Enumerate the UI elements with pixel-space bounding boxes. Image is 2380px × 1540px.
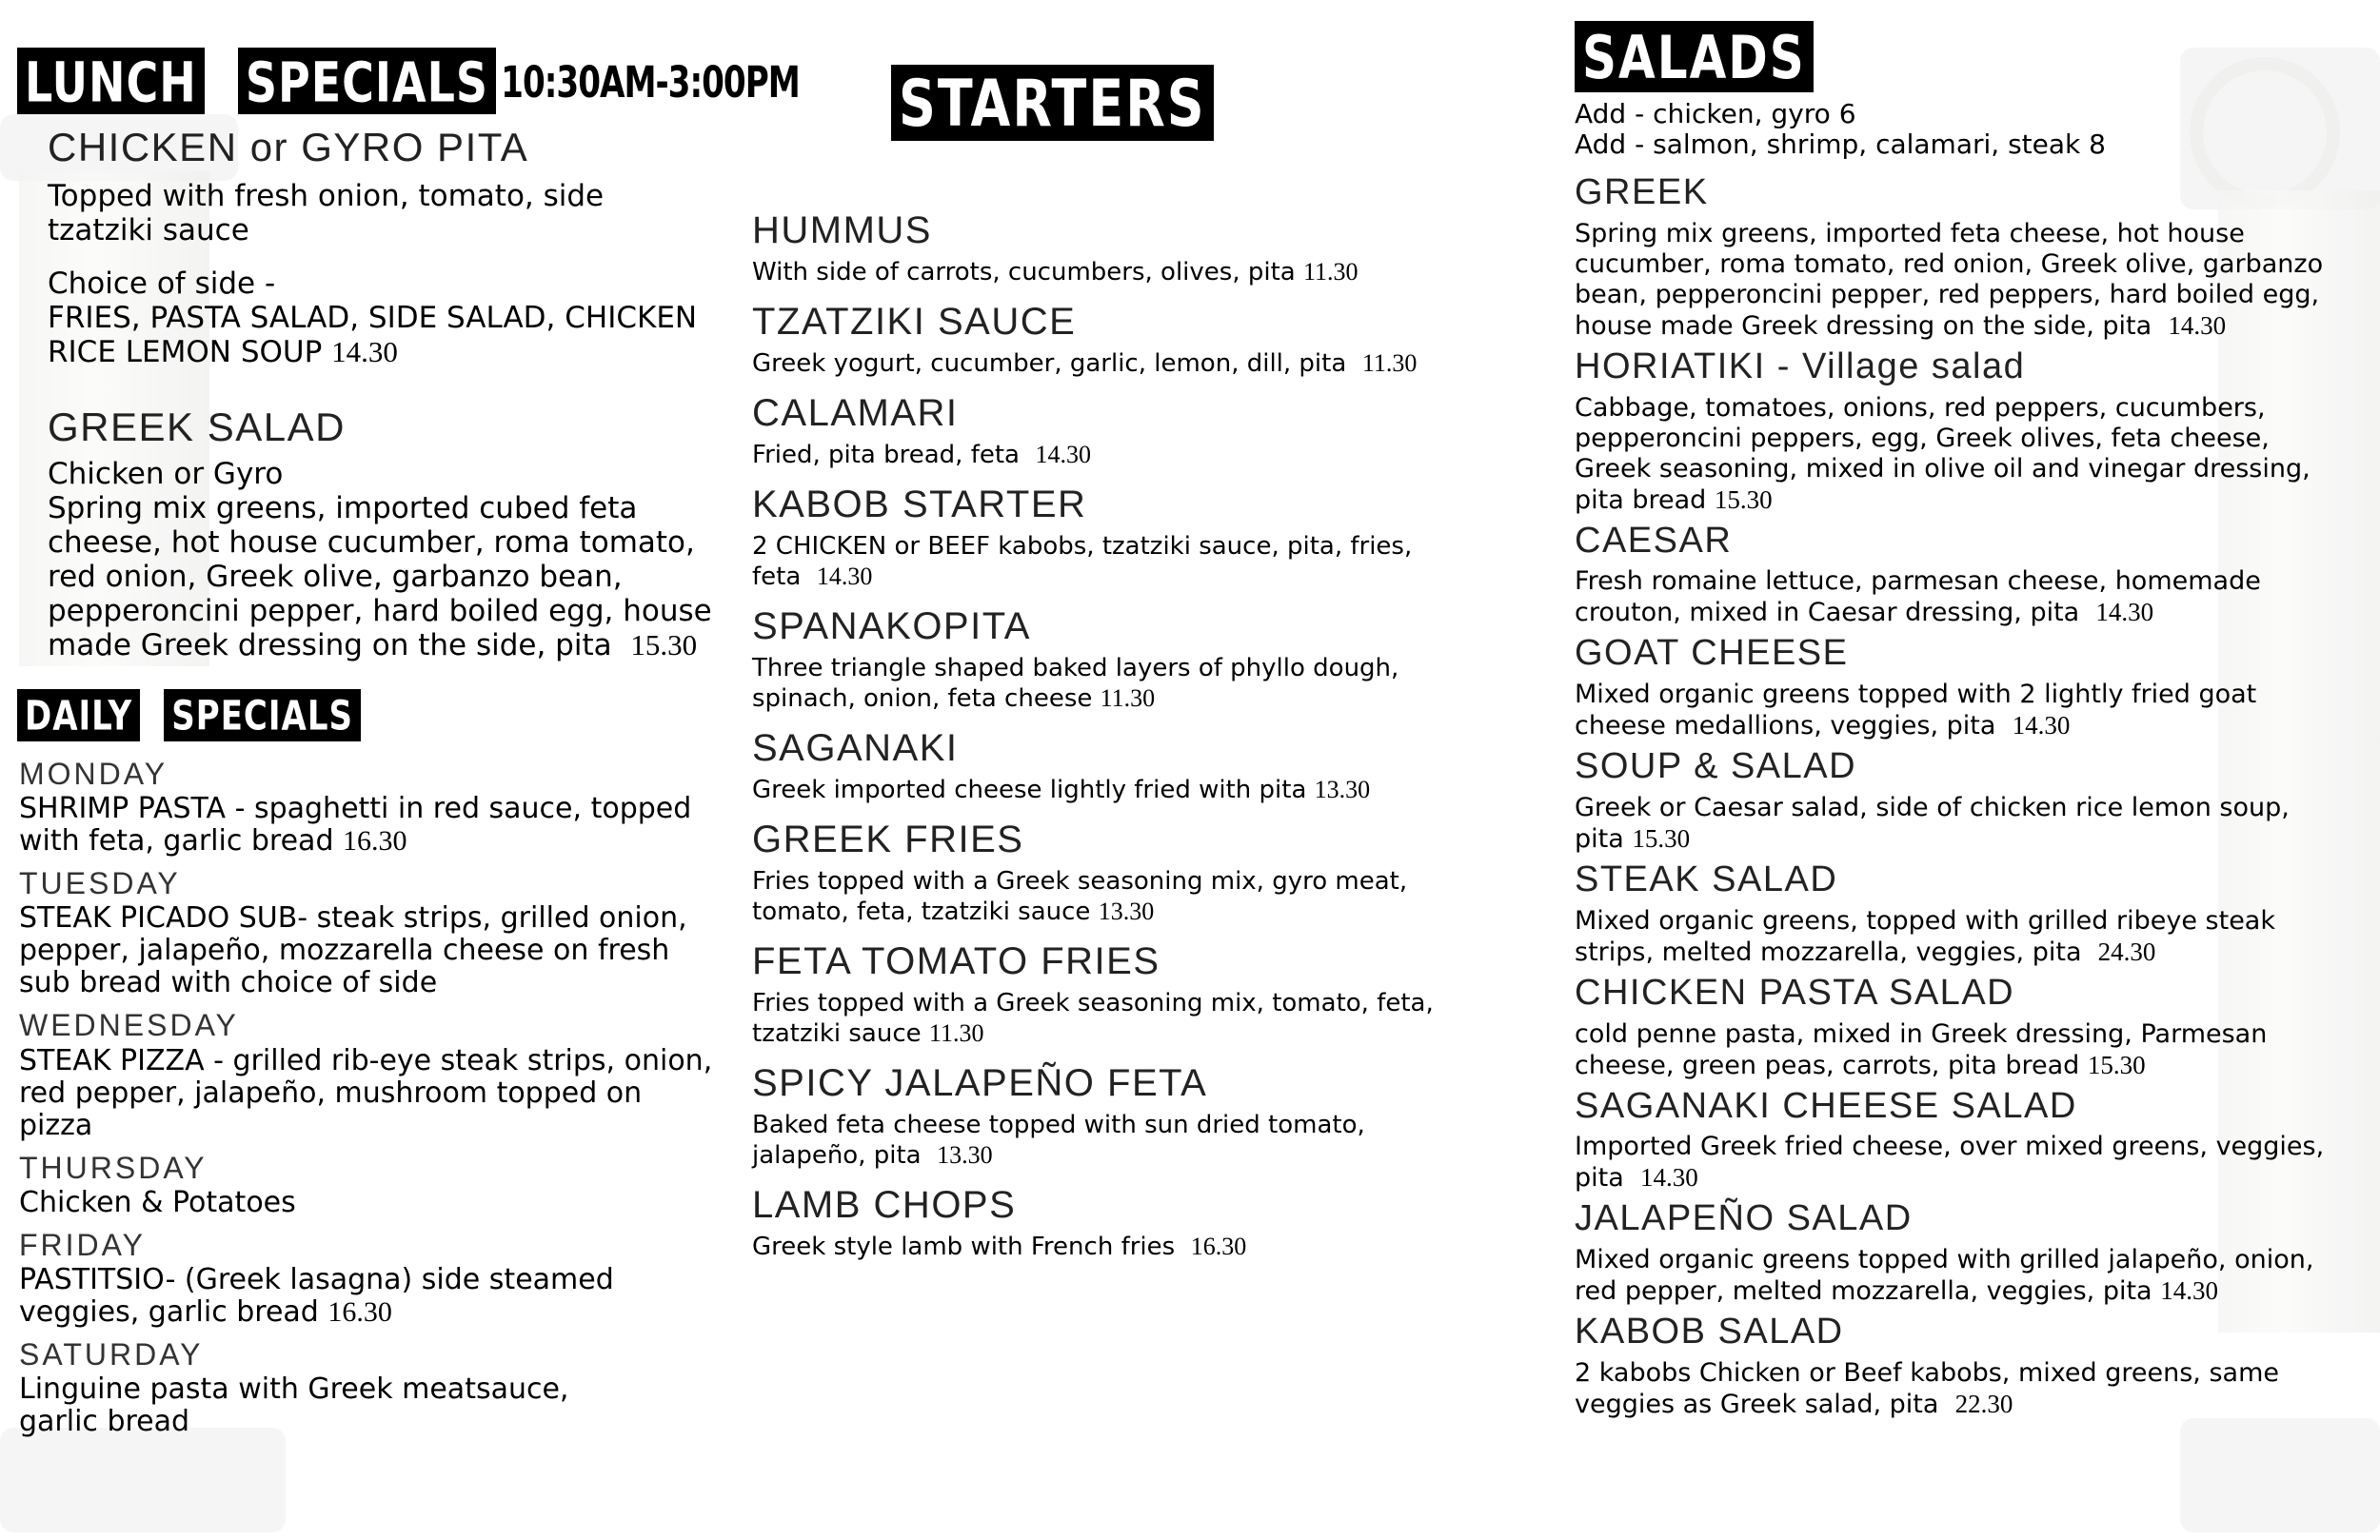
item-title: GREEK SALAD <box>48 405 346 449</box>
salads-list <box>1575 173 2355 1420</box>
salad-add-ons: Add - chicken, gyro 6 Add - salmon, shrimp, calamari, steak 8 <box>1575 98 2106 160</box>
item-description: Chicken or Gyro Spring mix greens, imported cubed feta cheese, hot house cucumber, roma tomato, red onion, Greek olive, garbanzo bean, pepperoncini pepper, hard boiled egg, house made Greek dressing on the side, pita 15.30 <box>48 457 712 663</box>
salad-item-caesar <box>1575 522 2355 629</box>
item-description: Mixed organic greens, topped with grilled ribeye steak strips, melted mozzarella, veggies, pita 24.30 <box>1575 905 2275 967</box>
item-description: Mixed organic greens topped with grilled jalapeño, onion, red pepper, melted mozzarella, veggies, pita 14.30 <box>1575 1245 2314 1307</box>
salad-item-goat-cheese <box>1575 634 2355 741</box>
price: 13.30 <box>1098 898 1155 925</box>
price: 16.30 <box>327 1295 392 1328</box>
price: 14.30 <box>2095 598 2154 627</box>
price: 15.30 <box>630 628 698 662</box>
price: 15.30 <box>2087 1050 2146 1079</box>
item-description: Fries topped with a Greek seasoning mix, tomato, feta, tzatziki sauce 11.30 <box>752 989 1434 1048</box>
item-description: Fries topped with a Greek seasoning mix, gyro meat, tomato, feta, tzatziki sauce 13.30 <box>752 867 1408 926</box>
day-title: WEDNESDAY <box>19 1008 239 1043</box>
price: 22.30 <box>1954 1389 2013 1418</box>
price: 16.30 <box>1190 1233 1247 1260</box>
day-title: SATURDAY <box>19 1336 204 1372</box>
starter-item-greek-fries <box>752 819 1476 927</box>
starter-item-tzatziki <box>752 301 1476 379</box>
price: 11.30 <box>1302 258 1359 286</box>
day-thursday <box>19 1152 724 1219</box>
item-description: cold penne pasta, mixed in Greek dressing, Parmesan cheese, green peas, carrots, pita bread 15.30 <box>1575 1018 2268 1080</box>
lunch-item-pita <box>48 126 724 369</box>
day-description: Linguine pasta with Greek meatsauce, garlic bread <box>19 1372 569 1439</box>
salad-item-saganaki-cheese <box>1575 1087 2355 1194</box>
price: 13.30 <box>1314 776 1371 803</box>
item-description: Greek or Caesar salad, side of chicken rice lemon soup, pita 15.30 <box>1575 792 2290 854</box>
price: 13.30 <box>937 1141 993 1169</box>
day-title: MONDAY <box>19 757 169 791</box>
day-title: THURSDAY <box>19 1150 208 1185</box>
item-description: 2 CHICKEN or BEEF kabobs, tzatziki sauce, pita, fries, feta 14.30 <box>752 532 1413 591</box>
day-description: PASTITSIO- (Greek lasagna) side steamed veggies, garlic bread 16.30 <box>19 1262 614 1329</box>
price: 14.30 <box>331 335 398 369</box>
starters-list <box>752 209 1476 1262</box>
daily-specials-list <box>19 758 724 1438</box>
price: 15.30 <box>1714 484 1773 514</box>
day-title: TUESDAY <box>19 866 181 901</box>
item-title: SPICY JALAPEÑO FETA <box>752 1062 1208 1104</box>
day-tuesday <box>19 867 724 999</box>
item-title: TZATZIKI SAUCE <box>752 301 1077 343</box>
item-title: SOUP & SALAD <box>1575 746 1857 787</box>
daily-specials-banner: SPECIALS <box>164 689 361 741</box>
item-title: KABOB STARTER <box>752 484 1087 525</box>
day-friday <box>19 1229 724 1329</box>
item-description: 2 kabobs Chicken or Beef kabobs, mixed greens, same veggies as Greek salad, pita 22.30 <box>1575 1357 2279 1419</box>
starters-header <box>891 65 1214 141</box>
item-title: CAESAR <box>1575 520 1733 561</box>
starter-item-hummus <box>752 209 1476 287</box>
item-description: Topped with fresh onion, tomato, side tzatziki sauce Choice of side - FRIES, PASTA SALAD, SIDE SALAD, CHICKEN RICE LEMON SOUP 14.30 <box>48 179 698 370</box>
salad-item-chicken-pasta <box>1575 974 2355 1081</box>
starters-banner: STARTERS <box>891 65 1214 141</box>
starter-item-calamari <box>752 392 1476 470</box>
item-title: GOAT CHEESE <box>1575 633 1849 674</box>
item-title: HUMMUS <box>752 209 932 251</box>
item-title: LAMB CHOPS <box>752 1184 1017 1226</box>
item-description: Greek imported cheese lightly fried with pita 13.30 <box>752 776 1371 804</box>
lunch-banner: LUNCH <box>17 48 205 114</box>
item-title: HORIATIKI - Village salad <box>1575 346 2026 386</box>
item-description: Mixed organic greens topped with 2 lightly fried goat cheese medallions, veggies, pita 14.30 <box>1575 680 2257 741</box>
price: 11.30 <box>1361 349 1418 377</box>
salad-item-steak <box>1575 860 2355 968</box>
item-description: Imported Greek fried cheese, over mixed greens, veggies, pita 14.30 <box>1575 1132 2325 1194</box>
item-description: With side of carrots, cucumbers, olives, pita 11.30 <box>752 258 1359 286</box>
daily-banner: DAILY <box>17 689 140 741</box>
price: 16.30 <box>343 825 407 858</box>
starter-item-saganaki <box>752 727 1476 805</box>
item-title: SPANAKOPITA <box>752 605 1031 647</box>
starter-item-spanakopita <box>752 605 1476 714</box>
price: 14.30 <box>2160 1276 2218 1306</box>
day-description: STEAK PIZZA - grilled rib-eye steak strips, onion, red pepper, jalapeño, mushroom topped on pizza <box>19 1043 713 1142</box>
item-title: FETA TOMATO FRIES <box>752 940 1160 982</box>
salad-item-horiatiki <box>1575 347 2355 516</box>
salad-item-kabob <box>1575 1313 2355 1420</box>
price: 15.30 <box>1632 823 1691 853</box>
daily-specials-header <box>17 689 361 740</box>
item-description: Greek style lamb with French fries 16.30 <box>752 1233 1247 1261</box>
item-description: Baked feta cheese topped with sun dried tomato, jalapeño, pita 13.30 <box>752 1111 1365 1170</box>
starter-item-lamb-chops <box>752 1184 1476 1262</box>
day-description: STEAK PICADO SUB- steak strips, grilled onion, pepper, jalapeño, mozzarella cheese on fresh sub bread with choice of side <box>19 901 687 1000</box>
item-title: CHICKEN or GYRO PITA <box>48 125 529 169</box>
item-description: Three triangle shaped baked layers of phyllo dough, spinach, onion, feta cheese 11.30 <box>752 654 1399 713</box>
item-title: STEAK SALAD <box>1575 859 1838 899</box>
item-title: CHICKEN PASTA SALAD <box>1575 972 2015 1013</box>
day-description: SHRIMP PASTA - spaghetti in red sauce, topped with feta, garlic bread 16.30 <box>19 792 692 859</box>
salads-header <box>1575 21 1814 92</box>
starter-item-spicy-jalapeno-feta <box>752 1062 1476 1171</box>
price: 14.30 <box>816 563 873 590</box>
item-title: KABOB SALAD <box>1575 1312 1844 1352</box>
price: 14.30 <box>2012 711 2071 740</box>
item-title: GREEK <box>1575 172 1709 212</box>
starter-item-kabob <box>752 484 1476 592</box>
price: 24.30 <box>2097 937 2156 966</box>
lunch-item-greek-salad <box>48 405 733 662</box>
item-description: Spring mix greens, imported feta cheese, hot house cucumber, roma tomato, red onion, Greek olive, garbanzo bean, pepperoncini pepper, red peppers, hard boiled egg, house made Greek dressing on the side, pita 14.30 <box>1575 218 2324 341</box>
item-description: Fresh romaine lettuce, parmesan cheese, homemade crouton, mixed in Caesar dressing, pita 14.30 <box>1575 566 2261 628</box>
item-title: SAGANAKI <box>752 727 959 769</box>
price: 14.30 <box>1639 1163 1698 1193</box>
price: 11.30 <box>1100 684 1156 712</box>
lunch-specials-header <box>17 48 800 114</box>
price: 14.30 <box>2168 310 2227 340</box>
day-monday <box>19 758 724 858</box>
day-title: FRIDAY <box>19 1227 146 1262</box>
item-description: Fried, pita bread, feta 14.30 <box>752 441 1092 469</box>
price: 14.30 <box>1035 441 1092 468</box>
item-title: CALAMARI <box>752 392 959 434</box>
item-title: JALAPEÑO SALAD <box>1575 1198 1913 1239</box>
specials-banner: SPECIALS <box>238 48 496 114</box>
day-description: Chicken & Potatoes <box>19 1185 296 1219</box>
item-title: SAGANAKI CHEESE SALAD <box>1575 1085 2077 1126</box>
item-title: GREEK FRIES <box>752 819 1024 860</box>
salads-banner: SALADS <box>1575 21 1814 92</box>
salad-item-greek <box>1575 173 2355 342</box>
lunch-hours: 10:30AM-3:00PM <box>501 57 800 108</box>
item-description: Cabbage, tomatoes, onions, red peppers, cucumbers, pepperoncini peppers, egg, Greek olives, feta cheese, Greek seasoning, mixed in olive oil and vinegar dressing, pita bread 15.30 <box>1575 392 2311 515</box>
price: 11.30 <box>928 1019 984 1047</box>
day-saturday <box>19 1338 724 1438</box>
salad-item-soup-salad <box>1575 747 2355 855</box>
day-wednesday <box>19 1009 724 1141</box>
starter-item-feta-tomato-fries <box>752 940 1476 1049</box>
salad-item-jalapeno <box>1575 1199 2355 1307</box>
item-description: Greek yogurt, cucumber, garlic, lemon, dill, pita 11.30 <box>752 349 1418 378</box>
